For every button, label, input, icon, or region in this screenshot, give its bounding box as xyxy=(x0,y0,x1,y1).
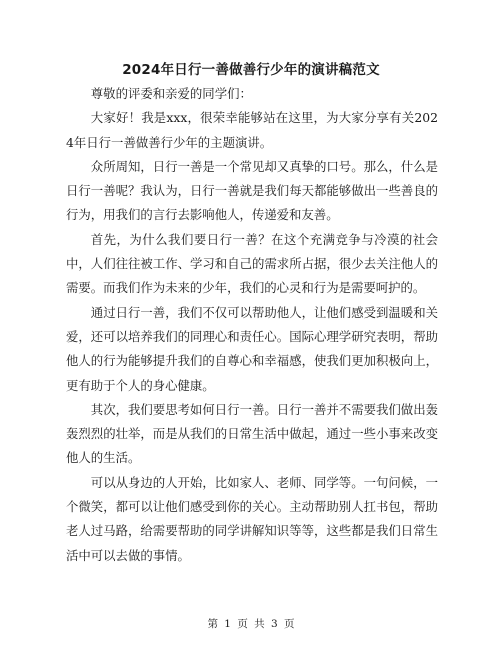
body-paragraph: 大家好！我是xxx，很荣幸能够站在这里，为大家分享有关2024年日行一善做善行少年的主题演讲。 xyxy=(66,110,438,150)
body-paragraph: 首先，为什么我们要日行一善？在这个充满竞争与冷漠的社会中，人们往往被工作、学习和自己的需求所占据，很少去关注他人的需要。而我们作为未来的少年，我们的心灵和行为是需要呵护的。 xyxy=(66,231,438,296)
body-paragraph: 众所周知，日行一善是一个常见却又真挚的口号。那么，什么是日行一善呢？我认为，日行一善就是我们每天都能够做出一些善良的行为，用我们的言行去影响他人，传递爱和友善。 xyxy=(66,158,438,223)
page-number-footer: 第 1 页 共 3 页 xyxy=(207,618,295,630)
document-body xyxy=(66,82,438,568)
body-paragraph: 通过日行一善，我们不仅可以帮助他人，让他们感受到温暖和关爱，还可以培养我们的同理心和责任心。国际心理学研究表明，帮助他人的行为能够提升我们的自尊心和幸福感，使我们更加积极向上，更有助于个人的身心健康。 xyxy=(66,304,438,393)
body-paragraph: 可以从身边的人开始，比如家人、老师、同学等。一句问候，一个微笑，都可以让他们感受到你的关心。主动帮助别人扛书包，帮助老人过马路，给需要帮助的同学讲解知识等等，这些都是我们日常生活中可以去做的事情。 xyxy=(66,474,438,563)
body-paragraph: 其次，我们要思考如何日行一善。日行一善并不需要我们做出轰轰烈烈的壮举，而是从我们的日常生活中做起，通过一些小事来改变他人的生活。 xyxy=(66,401,438,466)
salutation-paragraph: 尊敬的评委和亲爱的同学们： xyxy=(90,86,252,101)
document-title: 2024年日行一善做善行少年的演讲稿范文 xyxy=(122,62,380,78)
